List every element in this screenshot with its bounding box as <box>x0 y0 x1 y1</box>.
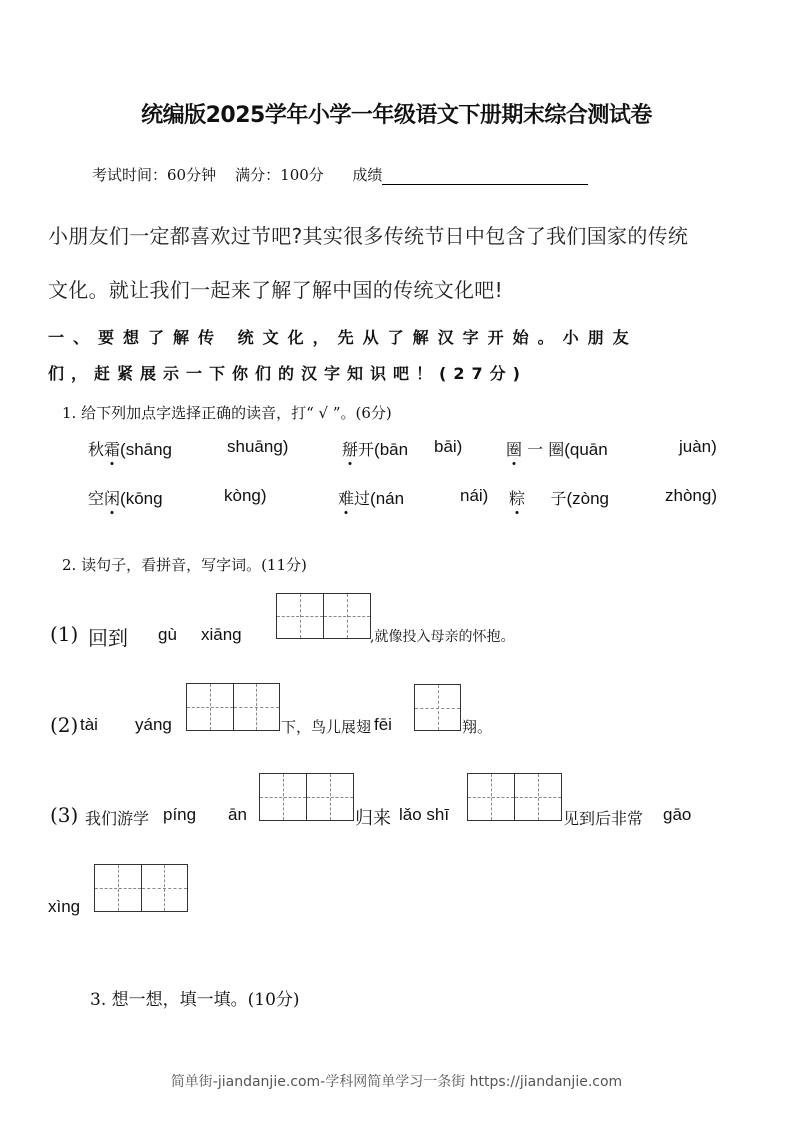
q1-option[interactable]: kòng) <box>224 486 267 505</box>
pinyin: tài <box>80 715 98 734</box>
pinyin: xìng <box>48 897 81 916</box>
q2-s2-num: (2) <box>50 713 79 737</box>
q1-item: 空闲(kōng <box>88 489 163 508</box>
sentence-text: ,就像投入母亲的怀抱。 <box>370 629 515 645</box>
q1-option[interactable]: nái) <box>460 486 489 505</box>
sentence-text: 翔。 <box>462 718 493 736</box>
q1-item: 粽 子(zòng <box>509 489 609 508</box>
q1-item: 圈 一 圈(quān <box>506 440 608 459</box>
exam-time: 考试时间：60分钟 <box>92 166 217 184</box>
q1-item: 掰开(bān <box>342 440 409 459</box>
q1-title: 1. 给下列加点字选择正确的读音，打“ √ ”。(6分) <box>62 404 392 422</box>
q1-option[interactable]: zhòng) <box>665 486 717 505</box>
section-1-heading-2: 们，赶紧展示一下你们的汉字知识吧！(27分) <box>48 364 527 383</box>
pinyin: ān <box>228 805 247 824</box>
pinyin: fēi <box>374 715 392 734</box>
section-1-heading-1: 一、要想了解传 统文化，先从了解汉字开始。小朋友 <box>48 328 638 347</box>
grade-label: 成绩 <box>352 166 383 184</box>
page-title: 统编版2025学年小学一年级语文下册期末综合测试卷 <box>141 103 652 128</box>
sentence-text: 我们游学 <box>85 809 150 828</box>
pinyin: píng <box>163 805 197 824</box>
sentence-text: 归来 <box>355 808 391 829</box>
q3-title: 3. 想一想，填一填。(10分) <box>90 990 300 1010</box>
intro-line-2: 文化。就让我们一起来了解了解中国的传统文化吧! <box>48 278 503 302</box>
pinyin: lǎo shī <box>399 805 450 824</box>
q1-option[interactable]: bāi) <box>434 437 463 456</box>
q2-s1-pre: 回到 <box>88 626 128 650</box>
q2-s1-num: (1) <box>50 622 79 646</box>
grade-blank[interactable] <box>382 168 588 185</box>
writing-grid[interactable] <box>94 864 188 912</box>
q1-item: 秋霜(shāng <box>88 440 173 459</box>
full-score: 满分：100分 <box>235 166 324 184</box>
writing-grid[interactable] <box>186 683 280 731</box>
exam-info <box>92 164 588 185</box>
intro-line-1: 小朋友们一定都喜欢过节吧?其实很多传统节日中包含了我们国家的传统 <box>48 224 689 248</box>
writing-grid[interactable] <box>414 684 461 731</box>
q2-s3-num: (3) <box>50 803 79 827</box>
q1-option[interactable]: juàn) <box>679 437 717 456</box>
sentence-text: 下，鸟儿展翅 <box>281 718 372 736</box>
pinyin: gāo <box>663 805 692 824</box>
writing-grid[interactable] <box>259 773 354 821</box>
pinyin: xiāng <box>201 625 242 644</box>
pinyin: yáng <box>135 715 172 734</box>
footer-watermark: 简单街-jiandanjie.com-学科网简单学习一条街 https://jiandanjie.com <box>170 1074 623 1090</box>
q1-option[interactable]: shuāng) <box>227 437 289 456</box>
q2-title: 2. 读句子，看拼音，写字词。(11分) <box>62 556 307 574</box>
writing-grid[interactable] <box>276 593 371 639</box>
q1-item: 难过(nán <box>338 489 405 508</box>
sentence-text: 见到后非常 <box>563 809 644 828</box>
writing-grid[interactable] <box>467 773 562 821</box>
pinyin: gù <box>158 625 177 644</box>
